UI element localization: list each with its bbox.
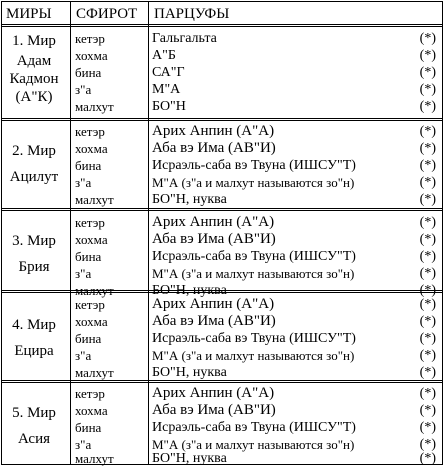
partzuf-label: БО"Н, нуква xyxy=(152,451,227,466)
partzuf-label: СА"Г xyxy=(152,65,185,80)
sefira-label: бина xyxy=(75,158,102,173)
header-partzufim: ПАРЦУФЫ xyxy=(154,6,230,22)
world-cell-4 xyxy=(2,316,66,360)
sefira-label: хохма xyxy=(75,232,108,247)
world-cell-5 xyxy=(2,404,66,448)
partzuf-label: М"А (з"а и малхут называются зо"н) xyxy=(152,437,355,452)
world-line: Ацилут xyxy=(9,169,59,185)
partzuf-label: Аба вэ Има (АВ"И) xyxy=(152,140,276,156)
asterisk-mark: (*) xyxy=(419,124,436,139)
asterisk-mark: (*) xyxy=(419,365,436,380)
sefira-label: бина xyxy=(75,249,102,264)
partzuf-label: Аба вэ Има (АВ"И) xyxy=(152,313,276,329)
sefira-label: малхут xyxy=(75,365,114,380)
sefira-label: бина xyxy=(75,331,102,346)
partzuf-label: Исраэль-саба вэ Твуна (ИШСУ"Т) xyxy=(152,249,356,264)
sefira-label: з"а xyxy=(75,175,92,190)
asterisk-mark: (*) xyxy=(419,158,436,173)
asterisk-mark: (*) xyxy=(419,31,436,46)
asterisk-mark: (*) xyxy=(419,403,436,418)
asterisk-mark: (*) xyxy=(419,437,436,452)
sefira-label: кетэр xyxy=(75,215,105,230)
partzuf-label: Арих Анпин (А"А) xyxy=(152,123,275,139)
world-line: 4. Мир xyxy=(12,317,56,333)
header-divider xyxy=(2,24,442,27)
sefira-label: кетэр xyxy=(75,297,105,312)
sefira-label: малхут xyxy=(75,283,114,298)
sefira-label: малхут xyxy=(75,192,114,207)
world-line: Ецира xyxy=(14,343,54,359)
asterisk-mark: (*) xyxy=(419,65,436,80)
block-divider xyxy=(2,208,442,211)
world-line: 1. Мир xyxy=(12,33,56,49)
world-cell-3 xyxy=(2,232,66,276)
world-line: Брия xyxy=(18,259,50,275)
partzuf-label: Аба вэ Има (АВ"И) xyxy=(152,402,276,418)
block-divider xyxy=(2,380,442,383)
worlds-table xyxy=(1,1,443,465)
asterisk-mark: (*) xyxy=(419,451,436,466)
partzuf-label: М"А (з"а и малхут называются зо"н) xyxy=(152,266,355,281)
asterisk-mark: (*) xyxy=(419,266,436,281)
sefira-label: малхут xyxy=(75,99,114,114)
asterisk-mark: (*) xyxy=(419,82,436,97)
partzuf-label: БО"Н, нуква xyxy=(152,365,227,380)
world-line: 5. Мир xyxy=(12,405,56,421)
asterisk-mark: (*) xyxy=(419,348,436,363)
asterisk-mark: (*) xyxy=(419,48,436,63)
sefira-label: бина xyxy=(75,420,102,435)
asterisk-mark: (*) xyxy=(419,314,436,329)
partzuf-label: БО"Н, нуква xyxy=(152,283,227,298)
partzuf-label: Исраэль-саба вэ Твуна (ИШСУ"Т) xyxy=(152,158,356,173)
asterisk-mark: (*) xyxy=(419,331,436,346)
sefira-label: хохма xyxy=(75,48,108,63)
world-cell-1 xyxy=(2,32,66,106)
asterisk-mark: (*) xyxy=(419,99,436,114)
header-worlds: МИРЫ xyxy=(6,6,52,22)
world-line: 3. Мир xyxy=(12,233,56,249)
world-line: Адам xyxy=(16,53,52,69)
column-divider xyxy=(70,2,71,464)
partzuf-label: Исраэль-саба вэ Твуна (ИШСУ"Т) xyxy=(152,420,356,435)
asterisk-mark: (*) xyxy=(419,297,436,312)
world-line: (А"К) xyxy=(15,89,53,105)
sefira-label: бина xyxy=(75,65,102,80)
asterisk-mark: (*) xyxy=(419,249,436,264)
partzuf-label: М"А (з"а и малхут называются зо"н) xyxy=(152,175,355,190)
asterisk-mark: (*) xyxy=(419,192,436,207)
asterisk-mark: (*) xyxy=(419,141,436,156)
partzuf-label: М"А (з"а и малхут называются зо"н) xyxy=(152,348,355,363)
partzuf-label: Арих Анпин (А"А) xyxy=(152,296,275,312)
asterisk-mark: (*) xyxy=(419,175,436,190)
sefira-label: хохма xyxy=(75,141,108,156)
block-divider xyxy=(2,118,442,121)
partzuf-label: Аба вэ Има (АВ"И) xyxy=(152,231,276,247)
block-divider xyxy=(2,290,442,293)
world-cell-2 xyxy=(2,142,66,186)
world-line: Кадмон xyxy=(9,71,59,87)
partzuf-label: Гальгальта xyxy=(152,31,217,46)
partzuf-label: БО"Н xyxy=(152,99,186,114)
partzuf-label: Арих Анпин (А"А) xyxy=(152,214,275,230)
sefira-label: з"а xyxy=(75,82,92,97)
partzuf-label: А"Б xyxy=(152,48,176,63)
sefira-label: хохма xyxy=(75,314,108,329)
sefira-label: з"а xyxy=(75,437,92,452)
asterisk-mark: (*) xyxy=(419,215,436,230)
sefira-label: з"а xyxy=(75,348,92,363)
partzuf-label: Исраэль-саба вэ Твуна (ИШСУ"Т) xyxy=(152,331,356,346)
asterisk-mark: (*) xyxy=(419,386,436,401)
asterisk-mark: (*) xyxy=(419,283,436,298)
sefira-label: хохма xyxy=(75,403,108,418)
partzuf-label: Арих Анпин (А"А) xyxy=(152,385,275,401)
sefira-label: з"а xyxy=(75,266,92,281)
column-divider xyxy=(148,2,149,464)
sefira-label: малхут xyxy=(75,451,114,466)
sefira-label: кетэр xyxy=(75,31,105,46)
asterisk-mark: (*) xyxy=(419,232,436,247)
partzuf-label: М"А xyxy=(152,82,181,97)
sefira-label: кетэр xyxy=(75,124,105,139)
sefira-label: кетэр xyxy=(75,386,105,401)
partzuf-label: БО"Н, нуква xyxy=(152,192,227,207)
asterisk-mark: (*) xyxy=(419,420,436,435)
world-line: Асия xyxy=(17,431,51,447)
header-sefirot: СФИРОТ xyxy=(76,6,138,22)
world-line: 2. Мир xyxy=(12,143,56,159)
